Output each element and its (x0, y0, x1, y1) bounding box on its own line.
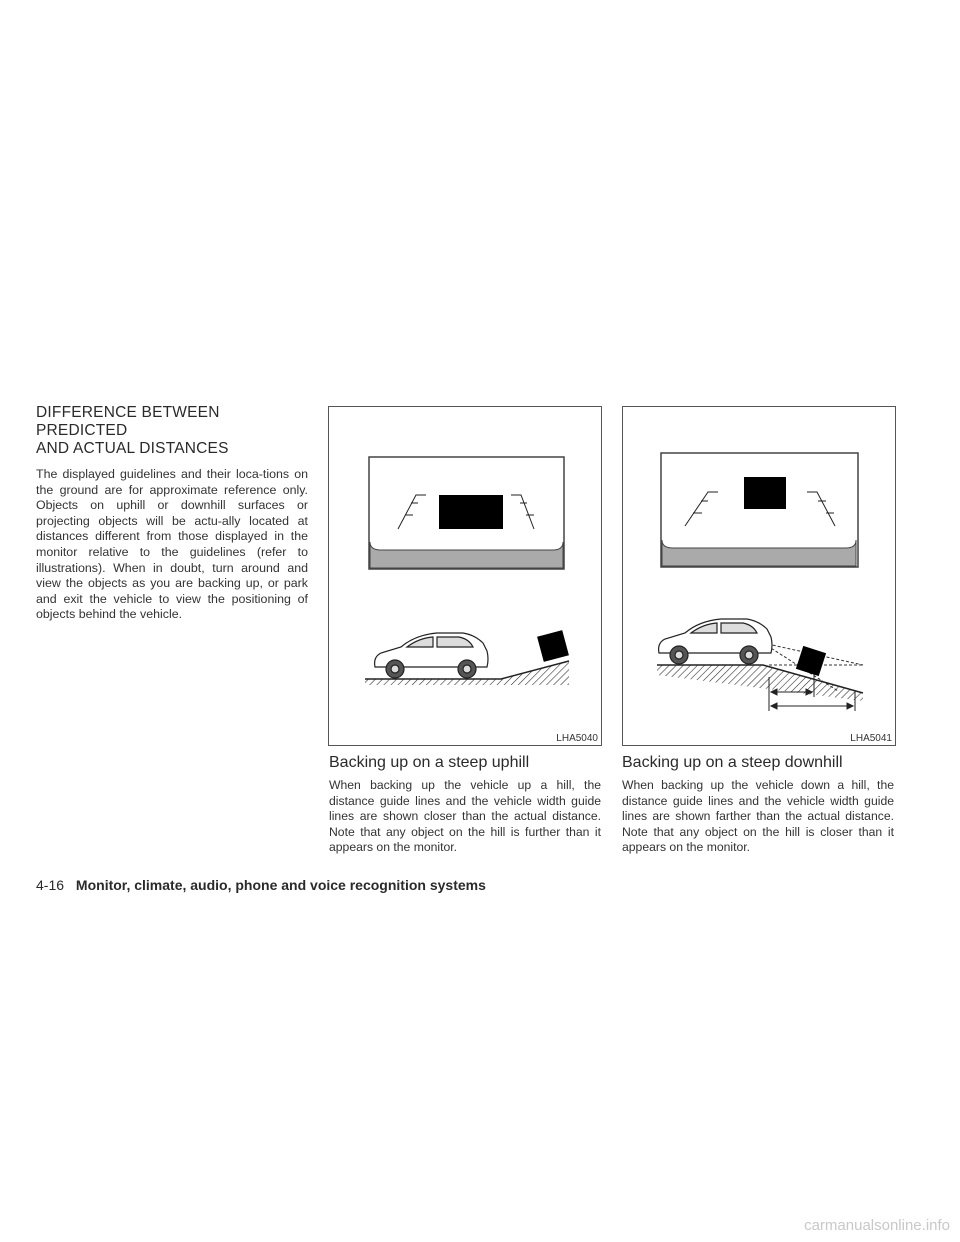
figure-code: LHA5040 (556, 733, 598, 744)
figure-code: LHA5041 (850, 733, 892, 744)
intro-section (36, 404, 308, 623)
downhill-illustration (622, 406, 896, 746)
chapter-title: Monitor, climate, audio, phone and voice recognition systems (75, 877, 486, 893)
downhill-diagram (623, 407, 895, 745)
monitor-screen (369, 457, 564, 569)
section-title (36, 404, 308, 458)
obstacle-box (537, 630, 569, 662)
downhill-heading: Backing up on a steep downhill (622, 754, 843, 771)
page-footer (36, 877, 486, 893)
page-number: 4-16 (36, 877, 65, 893)
object-on-screen (439, 495, 503, 529)
uphill-illustration (328, 406, 602, 746)
uphill-diagram (329, 407, 601, 745)
watermark: carmanualsonline.info (804, 1217, 950, 1234)
obstacle-box (796, 646, 826, 676)
uphill-heading: Backing up on a steep uphill (329, 754, 530, 771)
downhill-caption: When backing up the vehicle down a hill, the distance guide lines and the vehicle width guide lines are shown farther than the actual distance. Note that any object on the hill is closer than it appears on the monitor. (622, 778, 894, 855)
car-icon (375, 633, 488, 678)
uphill-caption: When backing up the vehicle up a hill, the distance guide lines and the vehicle width guide lines are shown closer than the actual distance. Note that any object on the hill is further than it appears on the monitor. (329, 778, 601, 855)
monitor-screen (661, 453, 858, 567)
section-body: The displayed guidelines and their loca-tions on the ground are for approximate reference only. Objects on uphill or downhill surfaces or projecting objects will be actu-ally located at distances different from those displayed in the monitor relative to the guidelines (refer to illustrations). When in doubt, turn around and view the objects as you are backing up, or park and exit the vehicle to view the positioning of objects behind the vehicle. (36, 467, 308, 622)
downhill-ground (657, 665, 863, 701)
object-on-screen (744, 477, 786, 509)
section-title-line2: AND ACTUAL DISTANCES (36, 440, 229, 457)
car-icon (659, 619, 772, 664)
section-title-line1: DIFFERENCE BETWEEN PREDICTED (36, 404, 220, 439)
